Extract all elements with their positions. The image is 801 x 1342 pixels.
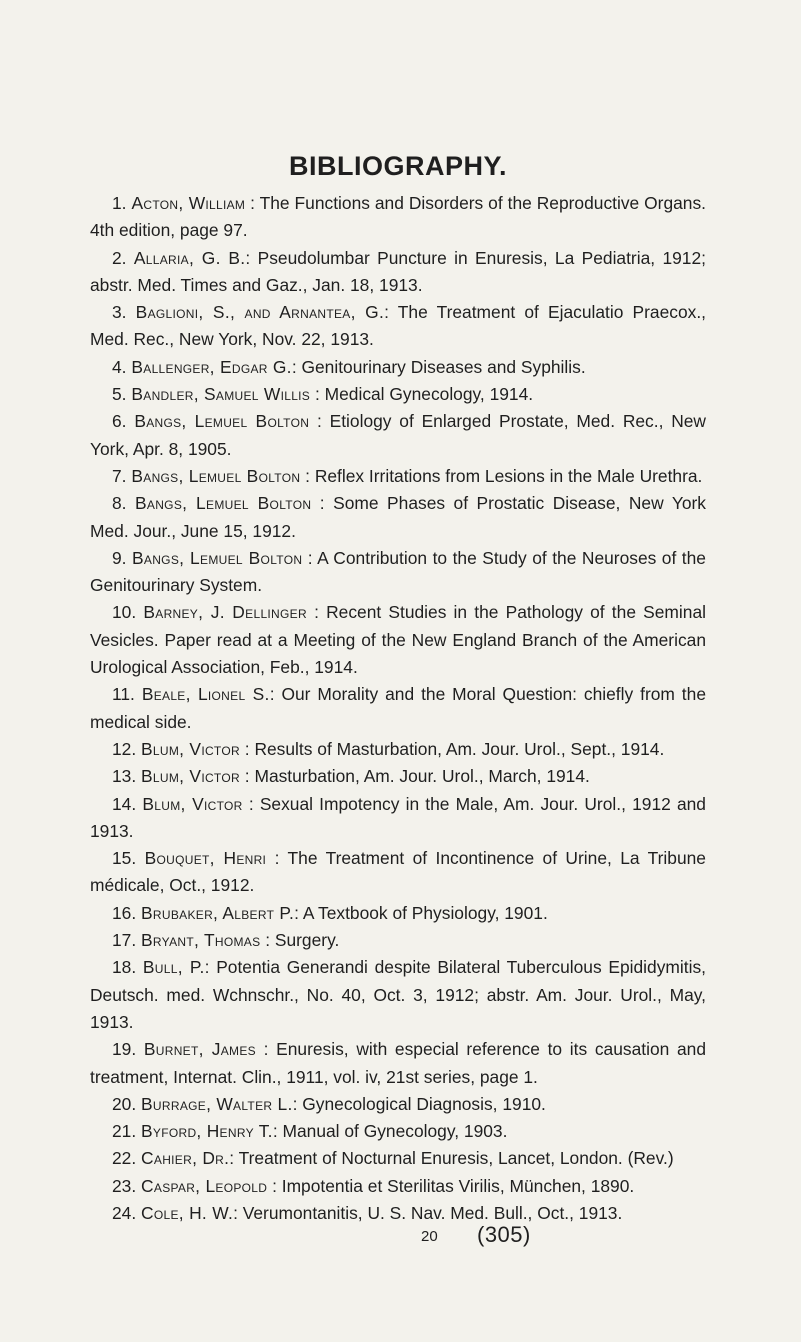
- entry-separator: :: [239, 766, 255, 787]
- entry-text: A Textbook of Physiology, 1901.: [302, 902, 548, 923]
- signature-mark: 20: [421, 1228, 438, 1246]
- bibliography-entry: [90, 1118, 706, 1145]
- entry-number: 23.: [112, 1175, 137, 1196]
- entry-author: Byford, Henry T.: [141, 1121, 273, 1142]
- page-footer: [90, 1222, 706, 1254]
- bibliography-entry: [90, 408, 706, 463]
- entry-author: Caspar, Leopold: [141, 1175, 268, 1196]
- entry-separator: :: [229, 1148, 239, 1169]
- bibliography-entry: [90, 490, 706, 545]
- entry-author: Blum, Victor: [142, 793, 243, 814]
- entry-author: Acton, William: [131, 193, 246, 213]
- entry-separator: :: [309, 411, 330, 432]
- entry-author: Bryant, Thomas: [141, 930, 261, 951]
- bibliography-entry: [90, 1200, 706, 1227]
- entry-author: Brubaker, Albert P.: [141, 902, 295, 923]
- entry-number: 21.: [112, 1121, 137, 1142]
- entry-number: 11.: [112, 684, 135, 705]
- entry-separator: :: [245, 247, 258, 268]
- entry-number: 3.: [112, 302, 127, 323]
- entry-number: 5.: [112, 384, 127, 405]
- entry-number: 15.: [112, 848, 137, 869]
- entry-author: Beale, Lionel S.: [141, 684, 270, 705]
- entry-separator: :: [204, 957, 217, 978]
- entry-text: Reflex Irritations from Lesions in the Male Urethra.: [314, 465, 703, 486]
- entry-number: 6.: [112, 411, 127, 432]
- page-number: (305): [477, 1222, 531, 1248]
- entry-author: Bangs, Lemuel Bolton: [134, 411, 310, 432]
- entry-text: The Treatment of Ejaculatio Praecox., Med. Rec., New York, Nov. 22, 1913.: [90, 302, 706, 350]
- bibliography-entry: [90, 245, 706, 300]
- entry-number: 4.: [112, 356, 127, 377]
- entry-text: Gynecological Diagnosis, 1910.: [302, 1093, 546, 1114]
- entry-number: 19.: [112, 1039, 137, 1060]
- entry-author: Burrage, Walter L.: [141, 1093, 293, 1114]
- entry-separator: :: [294, 902, 303, 923]
- entry-author: Allaria, G. B.: [133, 247, 246, 268]
- entry-number: 7.: [112, 465, 127, 486]
- entry-number: 12.: [112, 738, 137, 759]
- entry-separator: :: [300, 465, 315, 486]
- entry-separator: :: [242, 793, 260, 814]
- entry-number: 2.: [112, 247, 127, 268]
- bibliography-entry: [90, 1145, 706, 1172]
- bibliography-entry: [90, 791, 706, 846]
- entry-author: Bangs, Lemuel Bolton: [135, 493, 312, 514]
- entry-number: 1.: [112, 193, 127, 213]
- bibliography-entry: [90, 1173, 706, 1200]
- bibliography-entry: [90, 354, 706, 381]
- entry-separator: :: [272, 1121, 283, 1142]
- entry-number: 9.: [112, 547, 127, 568]
- entry-author: Blum, Victor: [141, 738, 240, 759]
- entry-author: Ballenger, Edgar G.: [131, 356, 292, 377]
- entry-separator: :: [310, 384, 325, 405]
- page-title: BIBLIOGRAPHY.: [288, 151, 508, 181]
- entry-text: Sexual Impotency in the Male, Am. Jour. Urol., 1912 and 1913.: [90, 793, 706, 841]
- entry-separator: :: [311, 493, 334, 514]
- entry-author: Bangs, Lemuel Bolton: [132, 547, 303, 568]
- entry-number: 24.: [112, 1202, 137, 1223]
- entry-text: Treatment of Nocturnal Enuresis, Lancet, London. (Rev.): [238, 1148, 674, 1169]
- entry-separator: :: [384, 302, 398, 323]
- entry-separator: :: [239, 738, 255, 759]
- entry-text: Verumontanitis, U. S. Nav. Med. Bull., Oct., 1913.: [242, 1202, 623, 1223]
- bibliography-entry: [90, 299, 706, 354]
- bibliography-entry: [90, 190, 706, 245]
- entry-number: 16.: [112, 902, 137, 923]
- entry-text: Manual of Gynecology, 1903.: [282, 1121, 508, 1142]
- entry-separator: :: [245, 193, 260, 213]
- entry-author: Cole, H. W.: [141, 1202, 234, 1223]
- entry-separator: :: [302, 547, 318, 568]
- entry-number: 10.: [112, 602, 137, 623]
- entry-text: The Treatment of Incontinence of Urine, La Tribune médicale, Oct., 1912.: [90, 848, 706, 896]
- entry-number: 14.: [112, 793, 137, 814]
- entry-text: Medical Gynecology, 1914.: [324, 384, 534, 405]
- bibliography-entry: [90, 845, 706, 900]
- entry-number: 17.: [112, 930, 137, 951]
- entry-separator: :: [269, 684, 282, 705]
- entry-text: Surgery.: [274, 930, 340, 951]
- bibliography-entry: [90, 1036, 706, 1091]
- entry-number: 13.: [112, 766, 137, 787]
- entry-number: 22.: [112, 1148, 137, 1169]
- entry-number: 20.: [112, 1093, 137, 1114]
- bibliography-entry: [90, 763, 706, 790]
- entry-author: Bandler, Samuel Willis: [131, 384, 311, 405]
- entry-text: Masturbation, Am. Jour. Urol., March, 1914.: [254, 766, 590, 787]
- bibliography-entry: [90, 381, 706, 408]
- entry-number: 18.: [112, 957, 137, 978]
- entry-author: Bouquet, Henri: [144, 848, 267, 869]
- bibliography-entry: [90, 545, 706, 600]
- entry-author: Barney, J. Dellinger: [143, 602, 307, 623]
- bibliography-entry: [90, 927, 706, 954]
- entry-author: Baglioni, S., and Arnantea, G.: [135, 302, 385, 323]
- entry-text: A Contribution to the Study of the Neuroses of the Genitourinary System.: [90, 547, 706, 596]
- entry-separator: :: [291, 356, 302, 377]
- bibliography-entry: [90, 681, 706, 736]
- bibliography-list: [90, 190, 706, 1227]
- entry-text: Impotentia et Sterilitas Virilis, München, 1890.: [281, 1175, 635, 1196]
- entry-separator: :: [306, 602, 327, 623]
- entry-text: Genitourinary Diseases and Syphilis.: [301, 356, 586, 377]
- entry-text: Our Morality and the Moral Question: chiefly from the medical side.: [90, 684, 706, 732]
- entry-separator: :: [267, 1175, 282, 1196]
- entry-text: The Functions and Disorders of the Reproductive Organs. 4th edition, page 97.: [90, 193, 706, 241]
- bibliography-entry: [90, 900, 706, 927]
- bibliography-entry: [90, 599, 706, 681]
- entry-author: Blum, Victor: [141, 766, 240, 787]
- bibliography-entry: [90, 463, 706, 490]
- entry-text: Etiology of Enlarged Prostate, Med. Rec., New York, Apr. 8, 1905.: [90, 411, 706, 459]
- entry-text: Recent Studies in the Pathology of the Seminal Vesicles. Paper read at a Meeting of the New England Branch of the American Urological Association, Feb., 1914.: [90, 602, 706, 678]
- entry-number: 8.: [112, 493, 127, 514]
- entry-separator: :: [292, 1093, 303, 1114]
- bibliography-entry: [90, 1091, 706, 1118]
- entry-author: Cahier, Dr.: [141, 1148, 230, 1169]
- entry-text: Some Phases of Prostatic Disease, New York Med. Jour., June 15, 1912.: [90, 493, 706, 541]
- bibliography-entry: [90, 736, 706, 763]
- entry-text: Results of Masturbation, Am. Jour. Urol., Sept., 1914.: [254, 738, 665, 759]
- entry-separator: :: [255, 1039, 277, 1060]
- entry-author: Burnet, James: [143, 1039, 256, 1060]
- entry-text: Potentia Generandi despite Bilateral Tuberculous Epididymitis, Deutsch. med. Wchnschr., No. 40, Oct. 3, 1912; abstr. Am. Jour. Urol., May, 1913.: [90, 957, 706, 1032]
- entry-separator: :: [260, 930, 275, 951]
- entry-separator: :: [233, 1202, 243, 1223]
- entry-author: Bull, P.: [142, 957, 205, 978]
- entry-text: Pseudolumbar Puncture in Enuresis, La Pediatria, 1912; abstr. Med. Times and Gaz., Jan. 18, 1913.: [90, 247, 706, 295]
- entry-author: Bangs, Lemuel Bolton: [131, 465, 301, 486]
- entry-text: Enuresis, with especial reference to its causation and treatment, Internat. Clin., 1911, vol. iv, 21st series, page 1.: [90, 1039, 706, 1087]
- entry-separator: :: [266, 848, 288, 869]
- bibliography-entry: [90, 954, 706, 1036]
